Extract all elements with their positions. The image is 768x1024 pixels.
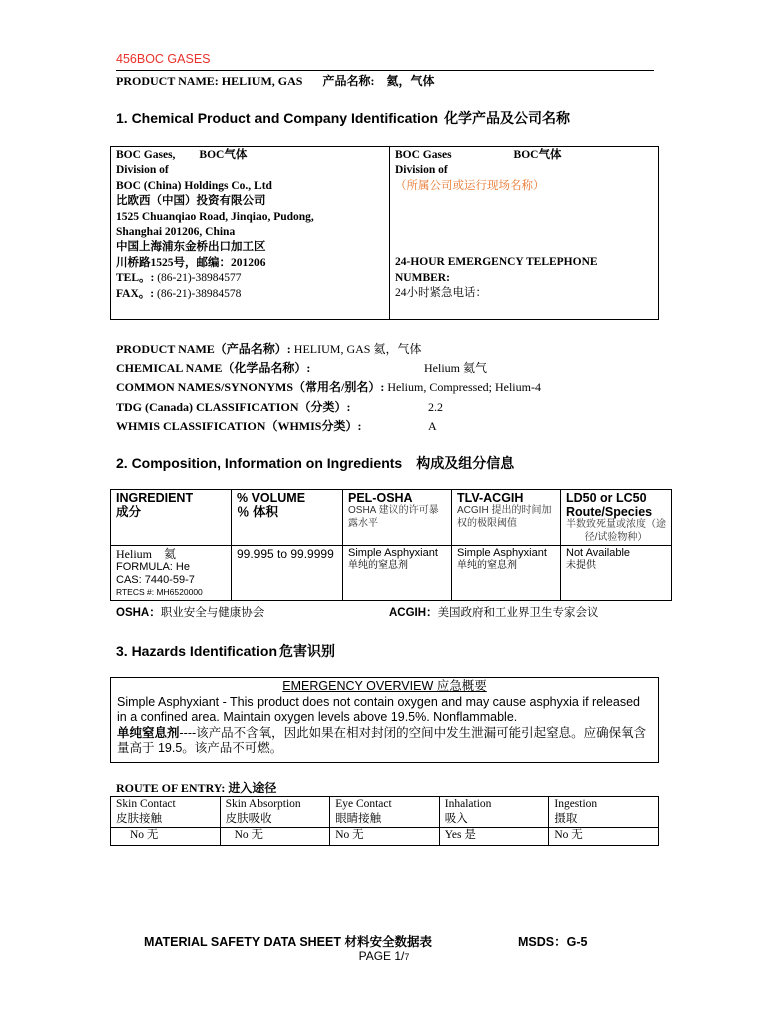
property-row: COMMON NAMES/SYNONYMS（常用名/别名）: Helium, Compressed; Helium-4 [116,380,541,395]
property-row: WHMIS CLASSIFICATION（WHMIS分类）: A [116,418,437,433]
emergency-overview-title: EMERGENCY OVERVIEW 应急概要 [282,679,487,693]
route-value: No 无 [549,828,659,846]
property-row: PRODUCT NAME（产品名称）: HELIUM, GAS 氦，气体 [116,342,422,356]
property-row: TDG (Canada) CLASSIFICATION（分类）: 2.2 [116,399,443,414]
tlv-cell: Simple Asphyxiant 单纯的窒息剂 [452,546,561,601]
page-number: PAGE 1/7 [358,949,410,963]
route-value: No 无 [330,828,440,846]
ingredients-table [110,489,672,601]
product-cn-value: 氦，气体 [386,74,435,88]
section-1-title: 1. Chemical Product and Company Identification 化学产品及公司名称 [116,110,571,126]
fax-line: FAX。: (86-21)-38984578 [116,287,242,300]
route-skin-absorption: Skin Absorption 皮肤吸收 [220,797,330,828]
footer-title: MATERIAL SAFETY DATA SHEET 材料安全数据表 [144,935,432,949]
company-left-cell: BOC Gases, BOC气体 Division of BOC (China) Holdings Co., Ltd 比欧西（中国）投资有限公司 1525 Chuanqiao Road, Jinqiao, Pudong, Shanghai 201206, China 中国上海浦东金桥出口加工区 川桥路1525号，邮编：201206 TEL。: (86-21)-38984577 FAX。: (86-21)-38984578 [111,147,390,320]
table-row [111,546,672,601]
section-3-title: 3. Hazards Identification 危害识别 [116,643,336,659]
brand-name: 456BOC GASES [116,52,211,66]
header-ingredient: INGREDIENT 成分 [111,490,232,546]
product-properties [116,340,541,436]
route-value: No 无 [111,828,221,846]
osha-note: OSHA：职业安全与健康协会 [116,607,265,619]
property-row: CHEMICAL NAME（化学品名称）: Helium 氦气 [116,361,487,376]
msds-code: MSDS：G-5 [518,935,588,949]
route-eye-contact: Eye Contact 眼睛接触 [330,797,440,828]
emergency-cn: 24小时紧急电话： [395,287,487,300]
route-value: No 无 [220,828,330,846]
emergency-overview-cn: 单纯窒息剂----该产品不含氧，因此如果在相对封闭的空间中发生泄漏可能引起窒息。应确保氧含量高于 19.5。该产品不可燃。 [117,725,647,755]
header-rule [116,70,654,71]
header-pel: PEL-OSHA OSHA 建议的许可暴露水平 [343,490,452,546]
header-ld50: LD50 or LC50 Route/Species 半数致死量或浓度（途径/试验物种） [561,490,672,546]
route-of-entry-table [110,796,659,846]
header-volume: % VOLUME ％ 体积 [232,490,343,546]
site-note: （所属公司或运行现场名称） [395,179,545,192]
company-table [110,146,659,320]
route-skin-contact: Skin Contact 皮肤接触 [111,797,221,828]
route-inhalation: Inhalation 吸入 [439,797,549,828]
route-ingestion: Ingestion 摄取 [549,797,659,828]
emergency-label: 24-HOUR EMERGENCY TELEPHONE [395,256,598,269]
ingredients-header-row [111,490,672,546]
acgih-note: ACGIH：美国政府和工业界卫生专家会议 [389,607,599,619]
product-cn-label: 产品名称: [322,74,375,88]
emergency-overview-box [110,677,659,763]
ingredient-cell: Helium 氦 FORMULA: He CAS: 7440-59-7 RTECS #: MH6520000 [111,546,232,601]
route-of-entry-title: ROUTE OF ENTRY: 进入途径 [116,781,277,795]
product-header [116,72,434,89]
company-right-cell: BOC Gases BOC气体 Division of （所属公司或运行现场名称） 24-HOUR EMERGENCY TELEPHONE NUMBER: 24小时紧急电话： [390,147,659,320]
ld50-cell: Not Available 未提供 [561,546,672,601]
route-header-row [111,797,659,828]
volume-cell: 99.995 to 99.9999 [232,546,343,601]
pel-cell: Simple Asphyxiant 单纯的窒息剂 [343,546,452,601]
tel-line: TEL。: (86-21)-38984577 [116,272,242,285]
emergency-overview-text: Simple Asphyxiant - This product does not contain oxygen and may cause asphyxia if released in a confined area. Maintain oxygen levels above 19.5%. Nonflammable. [117,694,640,724]
route-value: Yes 是 [439,828,549,846]
header-tlv: TLV-ACGIH ACGIH 提出的时间加权的极限阈值 [452,490,561,546]
product-label: PRODUCT NAME: HELIUM, GAS [116,74,303,88]
section-2-title: 2. Composition, Information on Ingredients 构成及组分信息 [116,455,515,471]
route-values-row [111,828,659,846]
